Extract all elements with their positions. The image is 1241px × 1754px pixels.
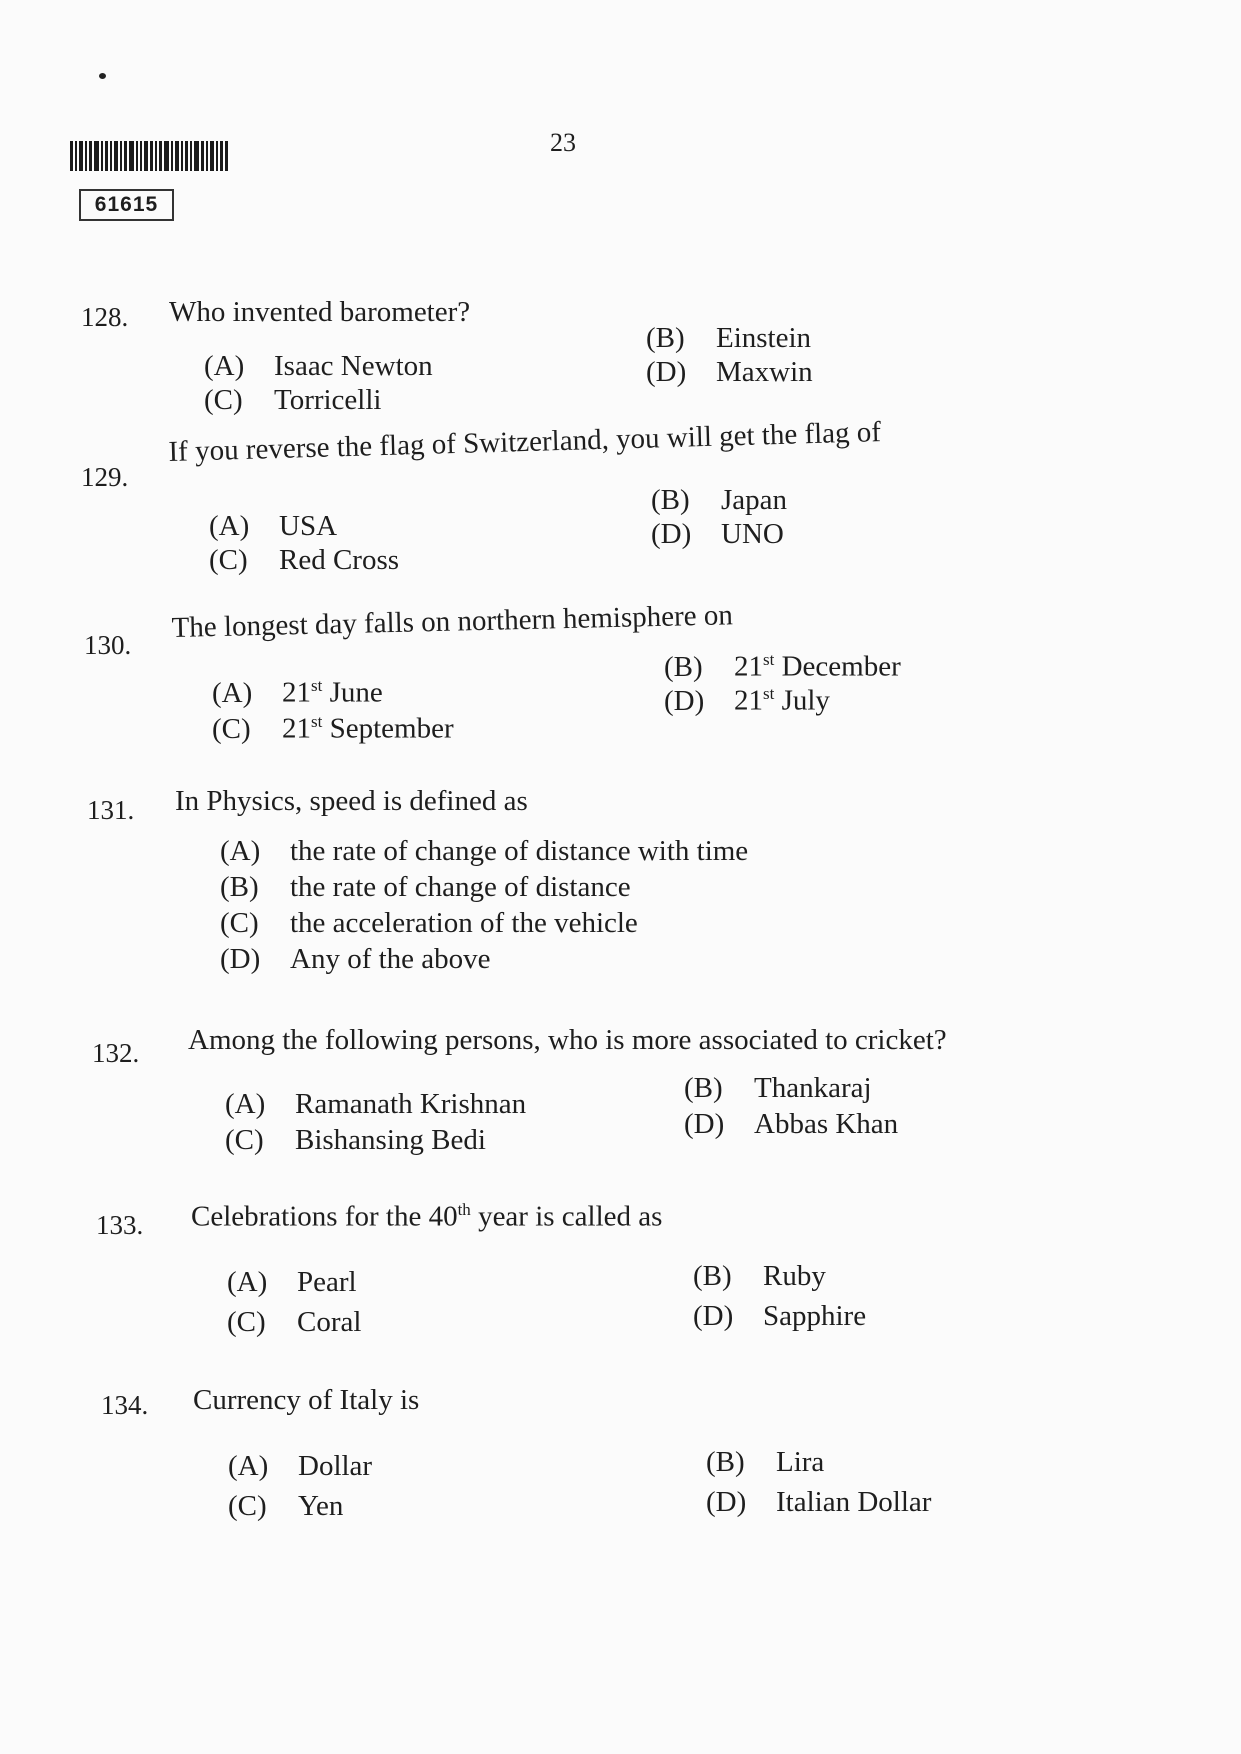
- option-b: (B) Lira: [706, 1446, 825, 1478]
- question-text: Among the following persons, who is more associated to cricket?: [188, 1024, 947, 1056]
- option-a: (A) 21st June: [212, 676, 383, 709]
- option-b: (B) 21st December: [664, 650, 901, 683]
- option-c: (C) Torricelli: [204, 384, 382, 416]
- question-text: The longest day falls on northern hemisphere on: [171, 599, 734, 645]
- option-a: (A) Dollar: [228, 1450, 373, 1482]
- question-number: 132.: [92, 1038, 140, 1068]
- option-b: (B) Japan: [651, 484, 788, 516]
- question-number: 130.: [84, 630, 132, 660]
- option-c: (C) 21st September: [212, 712, 454, 745]
- question-text: Currency of Italy is: [193, 1384, 420, 1416]
- option-c: (C) Coral: [227, 1306, 362, 1338]
- option-c: (C) the acceleration of the vehicle: [220, 907, 638, 939]
- option-a: (A) the rate of change of distance with time: [220, 835, 749, 867]
- option-c: (C) Yen: [228, 1490, 344, 1522]
- option-b: (B) Thankaraj: [684, 1072, 872, 1104]
- option-c: (C) Red Cross: [209, 544, 400, 576]
- question-text: If you reverse the flag of Switzerland, you will get the flag of: [168, 416, 882, 469]
- question-number: 131.: [87, 795, 135, 825]
- option-d: (D) Sapphire: [693, 1300, 867, 1332]
- option-a: (A) Isaac Newton: [204, 350, 433, 382]
- barcode: [70, 141, 240, 171]
- option-a: (A) Pearl: [227, 1266, 357, 1298]
- option-d: (D) 21st July: [664, 684, 830, 717]
- ink-speck: [99, 73, 106, 79]
- option-d: (D) UNO: [651, 518, 784, 550]
- question-text: Celebrations for the 40th year is called as: [191, 1200, 663, 1233]
- option-c: (C) Bishansing Bedi: [225, 1124, 486, 1156]
- question-number: 134.: [101, 1390, 149, 1420]
- option-a: (A) USA: [209, 510, 338, 542]
- question-number: 133.: [96, 1210, 144, 1240]
- paper-code-box: 61615: [79, 189, 174, 221]
- question-text: In Physics, speed is defined as: [175, 785, 528, 817]
- option-d: (D) Maxwin: [646, 356, 813, 388]
- page-number: 23: [550, 128, 576, 157]
- option-d: (D) Any of the above: [220, 943, 491, 975]
- question-number: 129.: [81, 462, 129, 492]
- question-text: Who invented barometer?: [169, 296, 471, 328]
- option-b: (B) Ruby: [693, 1260, 826, 1292]
- option-b: (B) the rate of change of distance: [220, 871, 631, 903]
- option-b: (B) Einstein: [646, 322, 812, 354]
- option-d: (D) Abbas Khan: [684, 1108, 899, 1140]
- option-d: (D) Italian Dollar: [706, 1486, 932, 1518]
- question-number: 128.: [81, 302, 129, 332]
- option-a: (A) Ramanath Krishnan: [225, 1088, 527, 1120]
